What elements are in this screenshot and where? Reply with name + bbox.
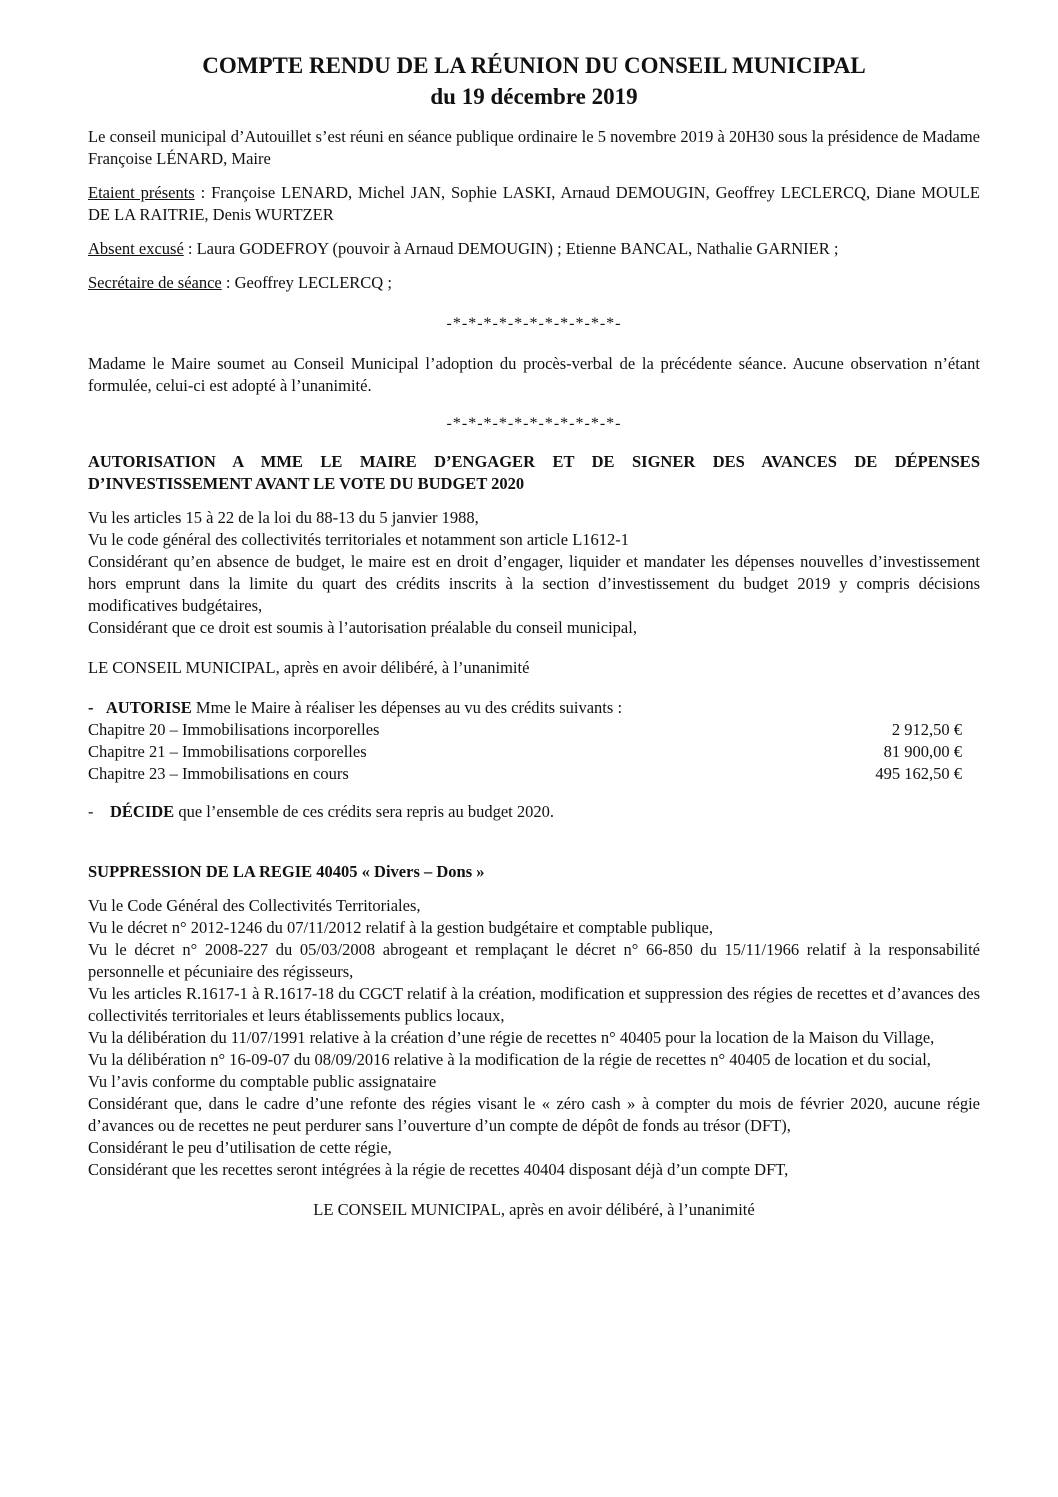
considerant-item: Vu les articles 15 à 22 de la loi du 88-13 du 5 janvier 1988, — [88, 508, 479, 527]
decide-keyword: DÉCIDE — [110, 802, 175, 821]
considerant-item: Considérant que, dans le cadre d’une refonte des régies visant le « zéro cash » à compter du mois de février 2020, aucune régie d’avances ou de recettes ne peut perdurer sans l’ouverture d’un compte de dépôt de fonds au trésor (DFT), — [88, 1094, 980, 1135]
autorise-text: Mme le Maire à réaliser les dépenses au vu des crédits suivants : — [191, 698, 623, 717]
considerant-item: Vu les articles R.1617-1 à R.1617-18 du CGCT relatif à la création, modification et suppression des régies de recettes et d’avances des collectivités territoriales et leurs établissements publics locaux, — [88, 984, 980, 1025]
credit-amount: 495 162,50 € — [875, 764, 962, 783]
absents-paragraph — [88, 238, 980, 260]
considerant-item: Vu le décret n° 2008-227 du 05/03/2008 abrogeant et remplaçant le décret n° 66-850 du 15/11/1966 relatif à la responsabilité personnelle et pécuniaire des régisseurs, — [88, 940, 980, 981]
section1-heading: AUTORISATION A MME LE MAIRE D’ENGAGER ET DE SIGNER DES AVANCES DE DÉPENSES D’INVESTISSEMENT AVANT LE VOTE DU BUDGET 2020 — [88, 452, 980, 493]
separator-2: -*-*-*-*-*-*-*-*-*-*-*- — [446, 415, 622, 432]
pv-paragraph: Madame le Maire soumet au Conseil Municipal l’adoption du procès-verbal de la précédente séance. Aucune observation n’étant formulée, celui-ci est adopté à l’unanimité. — [88, 354, 980, 395]
autorise-line — [88, 697, 980, 719]
presents-paragraph — [88, 182, 980, 226]
separator-1: -*-*-*-*-*-*-*-*-*-*-*- — [446, 315, 622, 332]
considerant-item: Considérant qu’en absence de budget, le maire est en droit d’engager, liquider et mandater les dépenses nouvelles d’investissement hors emprunt dans la limite du quart des crédits inscrits à la section d’investissement du budget 2019 y compris décisions modificatives budgétaires, — [88, 552, 980, 615]
secretaire-label: Secrétaire de séance — [88, 273, 222, 292]
credit-label: Chapitre 20 – Immobilisations incorporelles — [88, 720, 380, 739]
considerant-item: Vu la délibération du 11/07/1991 relative à la création d’une régie de recettes n° 40405 pour la location de la Maison du Village, — [88, 1028, 935, 1047]
autorise-dash: - — [88, 698, 94, 717]
credits-table — [88, 719, 980, 785]
considerant-item: Considérant que ce droit est soumis à l’autorisation préalable du conseil municipal, — [88, 618, 637, 637]
decide-text: que l’ensemble de ces crédits sera repris au budget 2020. — [174, 802, 555, 821]
autorise-keyword: AUTORISE — [105, 698, 192, 717]
credit-label: Chapitre 21 – Immobilisations corporelles — [88, 742, 367, 761]
secretaire-paragraph — [88, 272, 980, 294]
credit-amount: 2 912,50 € — [891, 720, 962, 739]
decide-dash: - — [88, 802, 94, 821]
considerant-item: Vu le code général des collectivités territoriales et notamment son article L1612-1 — [88, 530, 630, 549]
title-line-1: COMPTE RENDU DE LA RÉUNION DU CONSEIL MUNICIPAL — [202, 53, 866, 78]
considerant-item: Vu la délibération n° 16-09-07 du 08/09/2016 relative à la modification de la régie de recettes n° 40405 de location et du social, — [88, 1050, 931, 1069]
decide-line — [88, 801, 980, 823]
presents-label: Etaient présents — [88, 183, 195, 202]
credit-amount: 81 900,00 € — [883, 742, 962, 761]
section1-deliberation: LE CONSEIL MUNICIPAL, après en avoir délibéré, à l’unanimité — [88, 658, 530, 677]
absents-label: Absent excusé — [88, 239, 184, 258]
secretaire-text: : Geoffrey LECLERCQ ; — [221, 273, 392, 292]
credit-label: Chapitre 23 – Immobilisations en cours — [88, 764, 349, 783]
section2-heading: SUPPRESSION DE LA REGIE 40405 « Divers – Dons » — [88, 862, 485, 881]
considerant-item: Vu le Code Général des Collectivités Territoriales, — [88, 896, 421, 915]
section2-considerants — [88, 895, 980, 1181]
section1-considerants — [88, 507, 980, 639]
credit-row — [88, 719, 980, 741]
document-page — [88, 50, 980, 1221]
considerant-item: Vu le décret n° 2012-1246 du 07/11/2012 relatif à la gestion budgétaire et comptable publique, — [88, 918, 713, 937]
considerant-item: Vu l’avis conforme du comptable public assignataire — [88, 1072, 437, 1091]
credit-row — [88, 741, 980, 763]
presents-text: Françoise LENARD, Michel JAN, Sophie LASKI, Arnaud DEMOUGIN, Geoffrey LECLERCQ, Diane MOULE DE LA RAITRIE, Denis WURTZER — [88, 183, 980, 224]
absents-text: : Laura GODEFROY (pouvoir à Arnaud DEMOUGIN) ; Etienne BANCAL, Nathalie GARNIER ; — [183, 239, 839, 258]
presents-sep: : — [194, 183, 206, 202]
considerant-item: Considérant que les recettes seront intégrées à la régie de recettes 40404 disposant déjà d’un compte DFT, — [88, 1160, 789, 1179]
title-line-2: du 19 décembre 2019 — [430, 84, 638, 109]
considerant-item: Considérant le peu d’utilisation de cette régie, — [88, 1138, 392, 1157]
intro-paragraph: Le conseil municipal d’Autouillet s’est réuni en séance publique ordinaire le 5 novembre 2019 à 20H30 sous la présidence de Madame Françoise LÉNARD, Maire — [88, 127, 980, 168]
document-title — [88, 50, 980, 112]
credit-row — [88, 763, 980, 785]
section2-deliberation: LE CONSEIL MUNICIPAL, après en avoir délibéré, à l’unanimité — [313, 1200, 755, 1219]
